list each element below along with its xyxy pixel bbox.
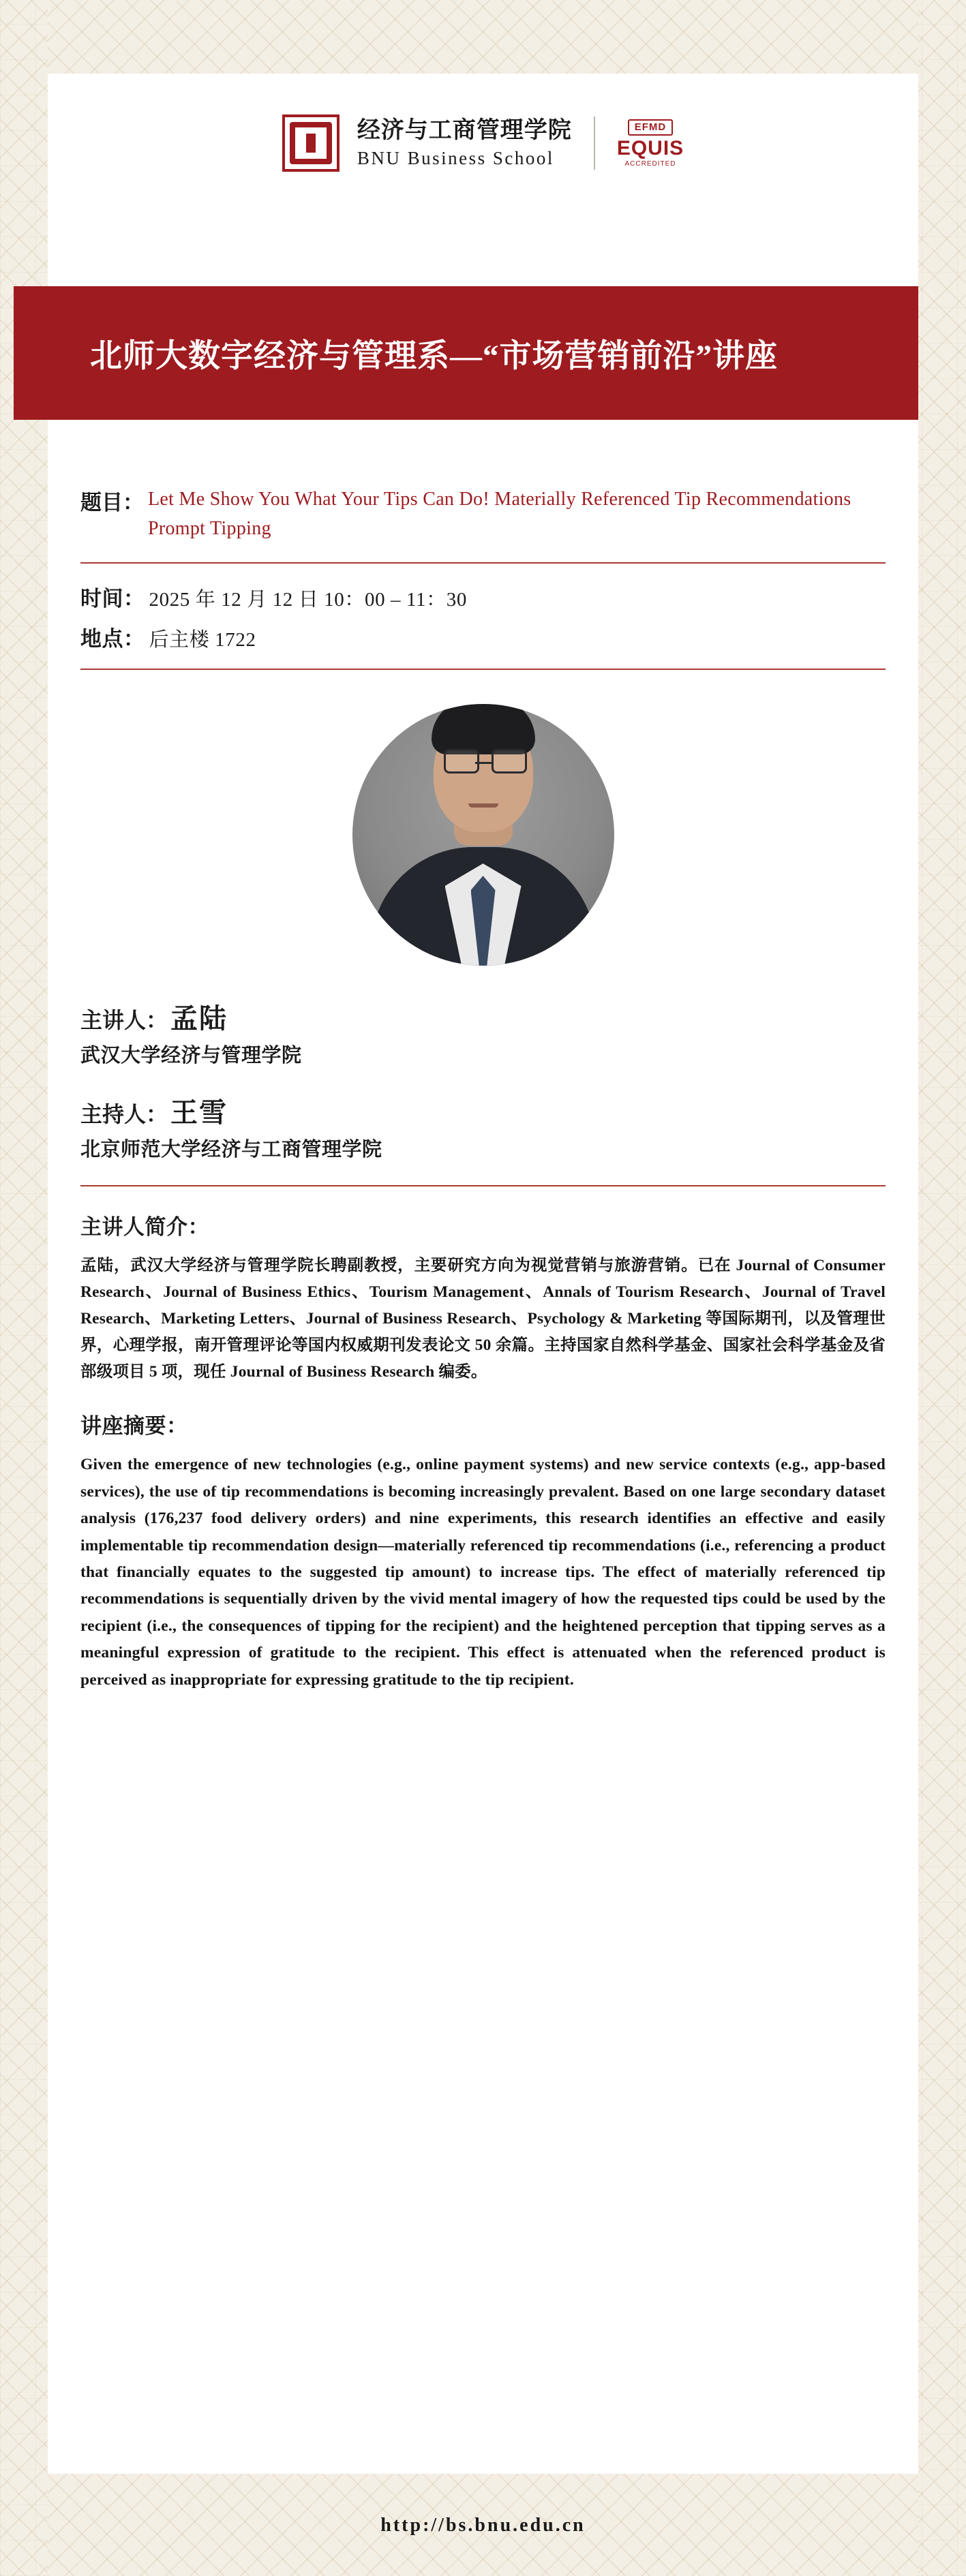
- portrait-mouth: [468, 803, 498, 808]
- equis-accredited-label: ACCREDITED: [624, 159, 676, 168]
- efmd-label: EFMD: [628, 119, 674, 136]
- speaker-name: 孟陆: [170, 1003, 228, 1034]
- school-name-en: BNU Business School: [357, 148, 554, 169]
- portrait-hair-shape: [432, 704, 535, 754]
- topic-title: Let Me Show You What Your Tips Can Do! Materially Referenced Tip Recommendations Prompt Tipping: [148, 489, 851, 539]
- topic-row: [80, 485, 886, 543]
- banner-title: 北师大数字经济与管理系—“市场营销前沿”讲座: [90, 338, 778, 374]
- poster-content: [80, 485, 886, 1693]
- host-name: 王雪: [170, 1097, 228, 1129]
- bio-heading: 主讲人简介：: [80, 1215, 209, 1240]
- place-label: 地点：: [80, 627, 145, 651]
- portrait-glasses-left: [444, 749, 479, 773]
- portrait-glasses-bridge: [475, 762, 492, 764]
- abstract-heading: 讲座摘要：: [80, 1414, 188, 1439]
- speaker-role-label: 主讲人：: [80, 1008, 168, 1033]
- school-name-block: [357, 117, 572, 169]
- people-block: [80, 997, 886, 1162]
- footer-website-url[interactable]: http://bs.bnu.edu.cn: [380, 2515, 586, 2536]
- school-name-cn: 经济与工商管理学院: [357, 117, 572, 143]
- divider-after-topic: [80, 562, 886, 564]
- host-role-label: 主持人：: [80, 1102, 168, 1127]
- divider-after-people: [80, 1185, 886, 1186]
- topic-label: 题目：: [80, 491, 144, 515]
- speaker-name-row: [80, 997, 886, 1036]
- speaker-portrait-photo: [352, 704, 614, 966]
- portrait-wrap: [80, 704, 886, 966]
- bio-section: [80, 1210, 886, 1385]
- portrait-glasses-right: [492, 749, 527, 773]
- logo-divider: [594, 117, 595, 170]
- time-value: 2025 年 12 月 12 日 10：00 – 11：30: [149, 589, 467, 611]
- abstract-text: Given the emergence of new technologies (e.g., online payment systems) and new service contexts (e.g., app-based services), the use of tip recommendations is becoming increasingly prevalent. Based on one large secondary dataset analysis (176,237 food delivery orders) and nine experiments, this research identifies an effective and easily implementable tip recommendation design—materially referenced tip recommendations (i.e., referencing a product that financially equates to the suggested tip amount) to increase tips. The effect of materially referenced tip recommendations is sequentially driven by the vivid mental imagery of how the requested tips could be used by the recipient (i.e., the consequences of tipping for the recipient) and the heightened perception that tipping serves as a meaningful expression of gratitude to the recipient. This effect is attenuated when the referenced product is perceived as inappropriate for expressing gratitude to the tip recipient.: [80, 1456, 886, 1689]
- header-logo-row: [0, 114, 966, 172]
- host-affiliation: 北京师范大学经济与工商管理学院: [80, 1139, 382, 1161]
- abstract-section: [80, 1409, 886, 1693]
- time-label: 时间：: [80, 587, 145, 611]
- paper-top-pattern-band: [48, 0, 918, 74]
- place-value: 后主楼 1722: [149, 629, 256, 651]
- equis-accreditation-logo: [617, 119, 684, 168]
- place-row: [80, 622, 886, 652]
- speaker-affiliation: 武汉大学经济与管理学院: [80, 1045, 302, 1067]
- host-name-row: [80, 1091, 886, 1130]
- event-meta: [80, 581, 886, 652]
- bio-text: 孟陆，武汉大学经济与管理学院长聘副教授，主要研究方向为视觉营销与旅游营销。已在 Journal of Consumer Research、Journal of Business Ethics、Tourism Management、Annals of Tourism Research、Journal of Travel Research、Marketing Letters、Journal of Business Research、Psychology & Marketing 等国际期刊，以及管理世界，心理学报，南开管理评论等国内权威期刊发表论文 50 余篇。主持国家自然科学基金、国家社会科学基金及省部级项目 5 项，现任 Journal of Business Research 编委。: [80, 1257, 886, 1381]
- title-banner: [14, 286, 918, 420]
- divider-after-meta: [80, 669, 886, 670]
- time-row: [80, 581, 886, 612]
- bnu-seal-icon: [282, 114, 339, 172]
- equis-label: EQUIS: [616, 136, 684, 159]
